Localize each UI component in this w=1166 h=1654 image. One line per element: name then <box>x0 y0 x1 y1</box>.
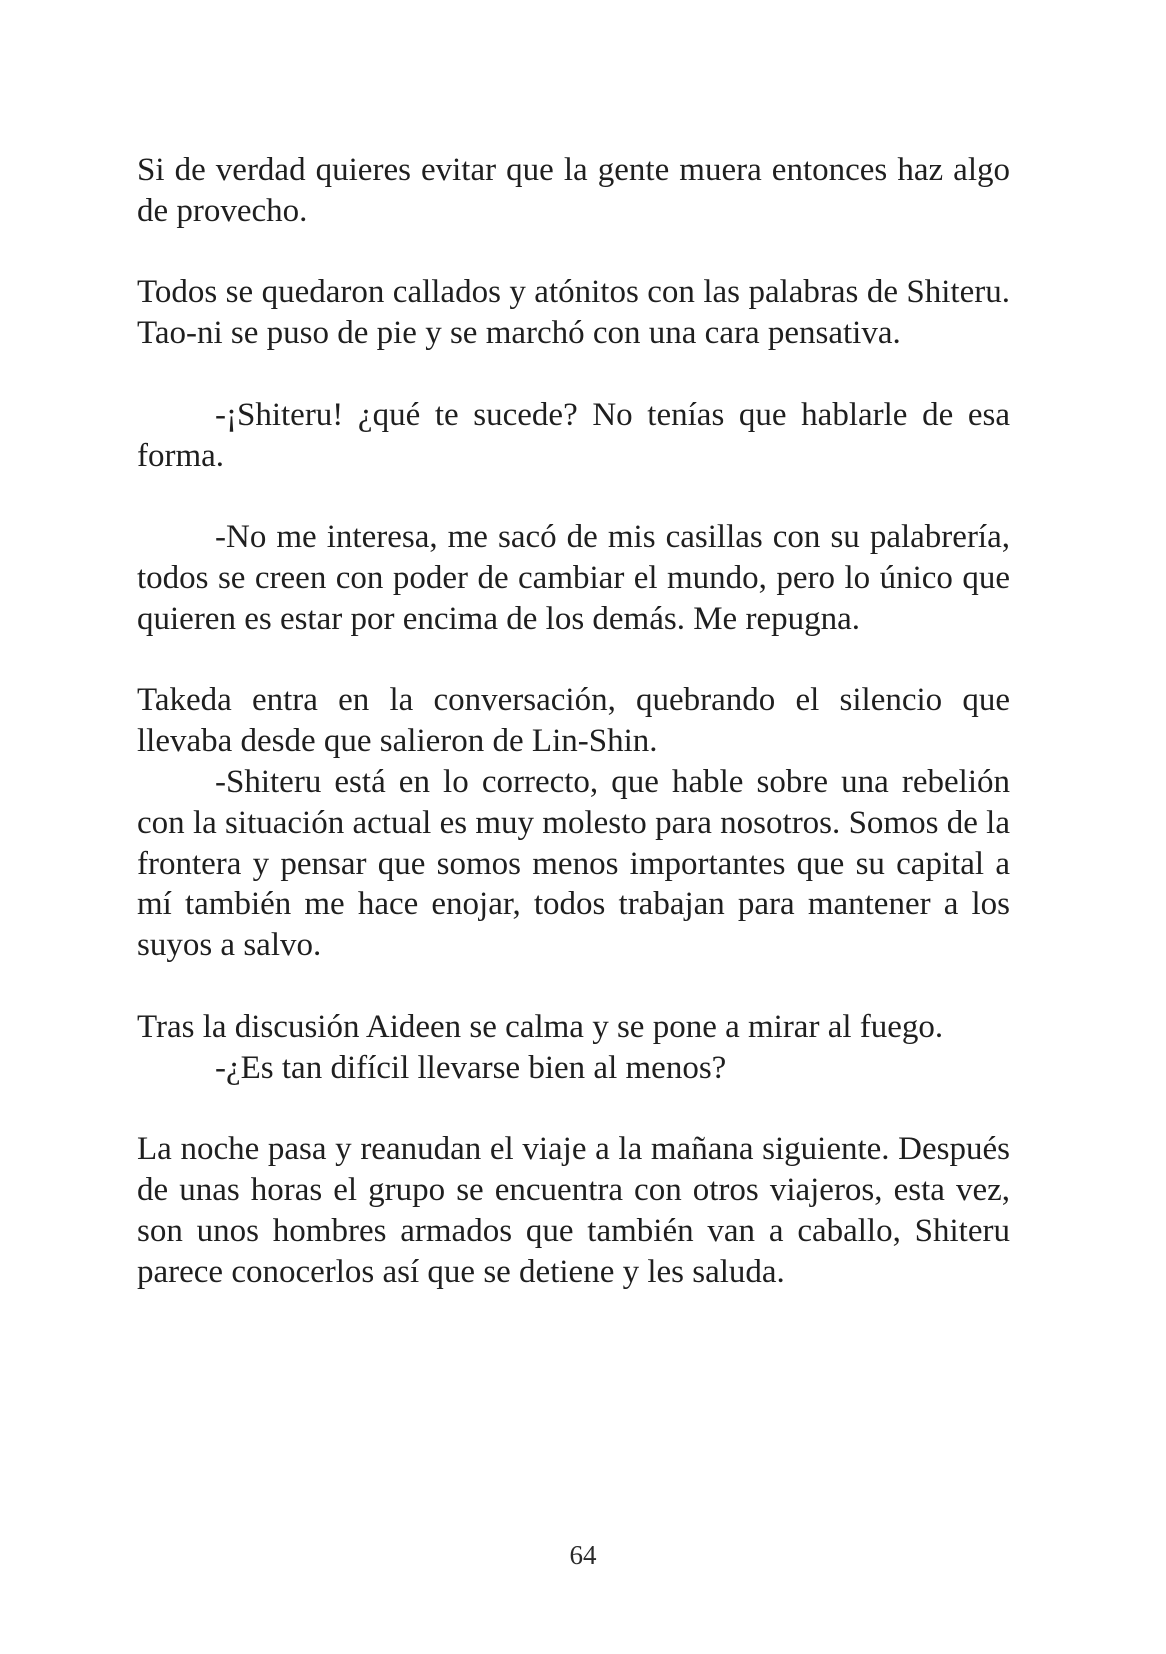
dialogue-paragraph: -¿Es tan difícil llevarse bien al menos? <box>215 1049 727 1086</box>
paragraph: Tras la discusión Aideen se calma y se pone a mirar al fuego. <box>137 1008 944 1045</box>
paragraph: Takeda entra en la conversación, quebrando el silencio que llevaba desde que salieron de Lin-Shin. <box>137 682 1010 760</box>
dialogue-paragraph: -¡Shiteru! ¿qué te sucede? No tenías que hablarle de esa forma. <box>137 396 1010 474</box>
paragraph: Si de verdad quieres evitar que la gente muera entonces haz algo de provecho. <box>137 152 1010 229</box>
page-body <box>137 150 1010 1292</box>
dialogue-paragraph: -Shiteru está en lo correcto, que hable sobre una rebelión con la situación actual es muy molesto para nosotros. Somos de la frontera y pensar que somos menos importantes que su capital a mí también me hace enojar, todos trabajan para mantener a los suyos a salvo. <box>137 763 1010 964</box>
paragraph: Todos se quedaron callados y atónitos con las palabras de Shiteru. Tao-ni se puso de pie y se marchó con una cara pensativa. <box>137 274 1010 352</box>
dialogue-paragraph: -No me interesa, me sacó de mis casillas con su palabrería, todos se creen con poder de cambiar el mundo, pero lo único que quieren es estar por encima de los demás. Me repugna. <box>137 519 1010 637</box>
paragraph: La noche pasa y reanudan el viaje a la mañana siguiente. Después de unas horas el grupo se encuentra con otros viajeros, esta vez, son unos hombres armados que también van a caballo, Shiteru parece conocerlos así que se detiene y les saluda. <box>137 1131 1010 1290</box>
page-number: 64 <box>569 1540 597 1570</box>
